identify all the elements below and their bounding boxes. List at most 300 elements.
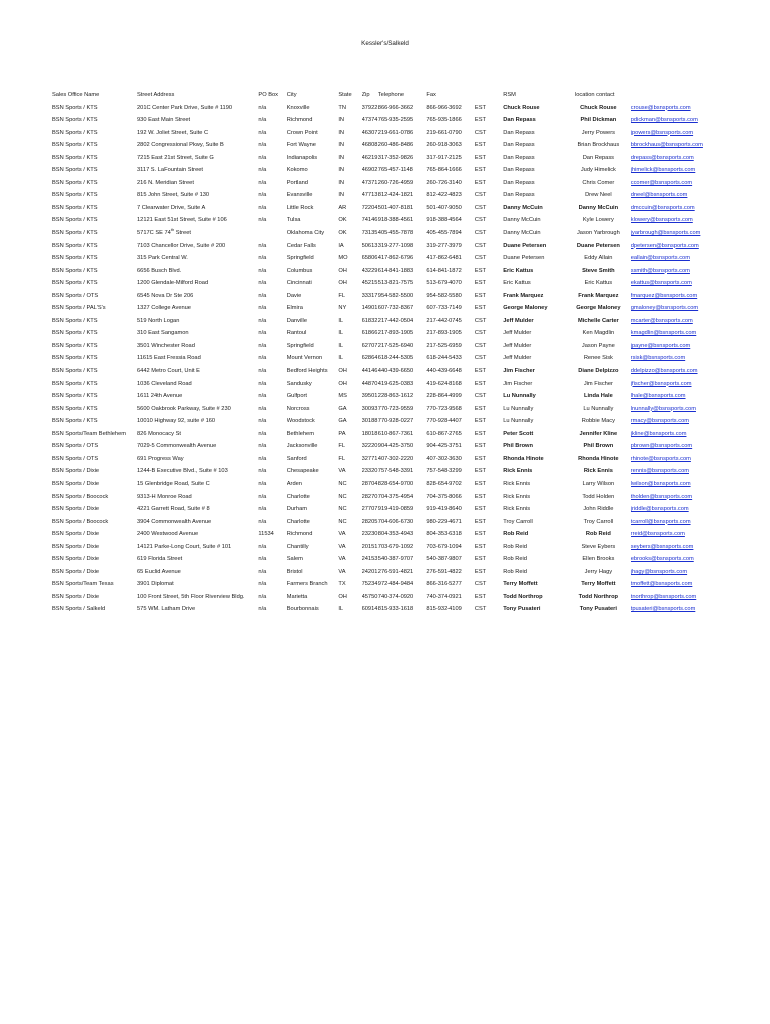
- cell-location-contact: Jason Payne: [581, 342, 615, 349]
- cell-location-contact: Chris Comer: [582, 179, 615, 186]
- cell-po-box: n/a: [258, 393, 267, 400]
- cell-location-contact: Jennifer Kline: [579, 430, 618, 437]
- cell-po-box: n/a: [258, 192, 267, 199]
- cell-office: BSN Sports / Dixie: [52, 556, 100, 563]
- table-row: [52, 189, 732, 202]
- cell-city: Norcross: [286, 405, 310, 412]
- email-link[interactable]: jfischer@bsnsports.com: [630, 380, 692, 387]
- cell-telephone: 440-439-6650: [377, 368, 414, 375]
- email-link[interactable]: eallain@bsnsports.com: [630, 255, 690, 262]
- cell-state: IL: [338, 330, 344, 337]
- cell-city: Cedar Falls: [286, 242, 316, 249]
- cell-fax: 812-422-4823: [426, 192, 462, 199]
- cell-email: [631, 390, 732, 403]
- cell-office: BSN Sports / KTS: [52, 242, 98, 249]
- cell-office: BSN Sports / KTS: [52, 104, 98, 111]
- table-row: [52, 290, 732, 303]
- cell-street: 691 Progress Way: [137, 455, 184, 462]
- email-link[interactable]: lwilson@bsnsports.com: [630, 480, 691, 487]
- cell-street: 12121 East 51st Street, Suite # 106: [137, 217, 227, 224]
- cell-zip: 45750: [361, 593, 378, 600]
- email-link[interactable]: jhagy@bsnsports.com: [630, 568, 688, 575]
- cell-email: [631, 415, 732, 428]
- table-row: [52, 252, 732, 265]
- cell-fax: 610-867-2765: [426, 430, 462, 437]
- email-link[interactable]: jpayne@bsnsports.com: [630, 342, 691, 349]
- cell-city: Chantilly: [286, 543, 309, 550]
- header-zip: Zip: [361, 92, 370, 98]
- cell-zip: 43229: [361, 267, 378, 274]
- cell-location-contact: Frank Marquez: [578, 292, 619, 299]
- cell-city: Tulsa: [286, 217, 301, 224]
- cell-telephone: 260-726-4959: [377, 179, 414, 186]
- email-link[interactable]: lhale@bsnsports.com: [630, 393, 686, 400]
- cell-telephone: 812-424-1821: [377, 192, 414, 199]
- cell-zip: 45215: [361, 280, 378, 287]
- email-link[interactable]: dmccuin@bsnsports.com: [630, 204, 695, 211]
- cell-office: BSN Sports / KTS: [52, 330, 98, 337]
- email-link[interactable]: rreid@bsnsports.com: [630, 531, 685, 538]
- cell-city: Danville: [286, 317, 307, 324]
- cell-street: 7103 Chancellor Drive, Suite # 200: [137, 242, 226, 249]
- cell-city: Bristol: [286, 568, 303, 575]
- table-row: [52, 603, 732, 616]
- cell-zip: 62864: [361, 355, 378, 362]
- cell-zip: 73135: [361, 230, 378, 237]
- cell-po-box: n/a: [258, 255, 267, 262]
- email-link[interactable]: rhinote@bsnsports.com: [630, 455, 691, 462]
- cell-location-contact: Tony Pusateri: [579, 606, 617, 613]
- cell-city: Gulfport: [286, 393, 307, 400]
- cell-state: OH: [338, 280, 347, 287]
- table-row: [52, 566, 732, 579]
- cell-zip: 75234: [361, 581, 378, 588]
- cell-fax: 228-864-4999: [426, 393, 462, 400]
- cell-city: Cincinnati: [286, 280, 312, 287]
- cell-office: BSN Sports / KTS: [52, 380, 98, 387]
- cell-fax: 904-425-3751: [426, 443, 462, 450]
- cell-street: 826 Monocacy St: [137, 430, 181, 437]
- header-location-contact: location contact: [574, 92, 615, 98]
- cell-location-contact: Phil Dickman: [580, 117, 617, 124]
- cell-fax: 407-302-3630: [426, 455, 462, 462]
- cell-street: 2802 Congressional Pkwy, Suite B: [137, 142, 224, 149]
- cell-timezone: EST: [474, 280, 486, 287]
- table-row: [52, 240, 732, 253]
- cell-location-contact: Brian Brockhaus: [577, 142, 620, 149]
- cell-street: 201C Center Park Drive, Suite # 1190: [137, 104, 233, 111]
- email-link[interactable]: rmacy@bsnsports.com: [630, 418, 689, 425]
- cell-rsm: Terry Moffett: [503, 581, 538, 588]
- email-link[interactable]: dpetersen@bsnsports.com: [630, 242, 699, 249]
- cell-zip: 46307: [361, 129, 378, 136]
- cell-rsm: Rick Ennis: [503, 480, 531, 487]
- cell-zip: 60914: [361, 606, 378, 613]
- cell-telephone: 704-375-4954: [377, 493, 414, 500]
- cell-po-box: n/a: [258, 506, 267, 513]
- cell-telephone: 904-425-3750: [377, 443, 414, 450]
- cell-location-contact: Jerry Powers: [581, 129, 615, 136]
- cell-po-box: n/a: [258, 443, 267, 450]
- cell-street: 1244-B Executive Blvd., Suite # 103: [137, 468, 228, 475]
- cell-location-contact: Duane Petersen: [576, 242, 620, 249]
- cell-street: 1036 Cleveland Road: [137, 380, 192, 387]
- email-link[interactable]: tcarroll@bsnsports.com: [630, 518, 691, 525]
- cell-office: BSN Sports / KTS: [52, 280, 98, 287]
- cell-zip: 47374: [361, 117, 378, 124]
- cell-street: 65 Euclid Avenue: [137, 568, 181, 575]
- cell-email: [631, 403, 732, 416]
- cell-city: Richmond: [286, 531, 313, 538]
- cell-po-box: n/a: [258, 355, 267, 362]
- cell-location-contact: Eddy Allain: [584, 255, 613, 262]
- email-link[interactable]: kmagdlin@bsnsports.com: [630, 330, 697, 337]
- cell-location-contact: Drew Neel: [585, 192, 612, 199]
- street-text-tail: Street: [174, 230, 191, 237]
- cell-rsm: Rhonda Hinote: [503, 455, 544, 462]
- cell-office: BSN Sports / Dixie: [52, 593, 100, 600]
- cell-location-contact: Ellen Brooks: [582, 556, 615, 563]
- cell-location-contact: Michelle Carter: [577, 317, 619, 324]
- cell-rsm: George Maloney: [503, 305, 548, 312]
- email-link[interactable]: jriddle@bsnsports.com: [630, 506, 689, 513]
- email-link[interactable]: pbrown@bsnsports.com: [630, 443, 693, 450]
- email-link[interactable]: mcarter@bsnsports.com: [630, 317, 693, 324]
- email-link[interactable]: fmarquez@bsnsports.com: [630, 292, 698, 299]
- cell-state: FL: [338, 443, 345, 450]
- cell-email: [631, 189, 732, 202]
- cell-email: [631, 277, 732, 290]
- cell-location-contact: Jim Fischer: [583, 380, 613, 387]
- table-header-row: [52, 89, 732, 102]
- cell-email: [631, 516, 732, 529]
- cell-timezone: EST: [474, 292, 486, 299]
- cell-email: [631, 102, 732, 115]
- cell-office: BSN Sports / KTS: [52, 117, 98, 124]
- cell-fax: 540-387-9807: [426, 556, 462, 563]
- email-link[interactable]: rennis@bsnsports.com: [630, 468, 689, 475]
- cell-state: VA: [338, 531, 346, 538]
- header-email: [631, 89, 732, 102]
- cell-city: Bethlehem: [286, 430, 314, 437]
- cell-telephone: 319-277-1098: [377, 242, 414, 249]
- cell-state: IN: [338, 167, 345, 174]
- cell-telephone: 540-387-9707: [377, 556, 414, 563]
- cell-state: TN: [338, 104, 346, 111]
- cell-fax: 217-442-0745: [426, 317, 462, 324]
- cell-timezone: CST: [474, 192, 487, 199]
- email-link[interactable]: crouse@bsnsports.com: [630, 104, 691, 111]
- email-link[interactable]: lnunnally@bsnsports.com: [630, 405, 696, 412]
- cell-timezone: EST: [474, 506, 486, 513]
- cell-fax: 219-661-0790: [426, 129, 462, 136]
- cell-po-box: n/a: [258, 368, 267, 375]
- cell-timezone: EST: [474, 104, 486, 111]
- cell-rsm: Dan Repass: [503, 167, 535, 174]
- table-row: [52, 327, 732, 340]
- cell-city: Kokomo: [286, 167, 308, 174]
- table-row: [52, 139, 732, 152]
- cell-email: [631, 152, 732, 165]
- cell-zip: 23230: [361, 531, 378, 538]
- cell-rsm: Todd Northrop: [503, 593, 543, 600]
- cell-po-box: [258, 227, 286, 240]
- cell-street: 575 WM. Latham Drive: [137, 606, 196, 613]
- cell-email: [631, 541, 732, 554]
- cell-street: 315 Park Central W.: [137, 255, 188, 262]
- email-link[interactable]: seybers@bsnsports.com: [630, 543, 694, 550]
- cell-timezone: EST: [474, 480, 486, 487]
- cell-fax: 770-928-4407: [426, 418, 462, 425]
- cell-timezone: CST: [474, 204, 487, 211]
- cell-street: 3117 S. LaFountain Street: [137, 167, 203, 174]
- email-link[interactable]: tmoffett@bsnsports.com: [630, 581, 693, 588]
- cell-timezone: EST: [474, 593, 486, 600]
- cell-rsm: Jeff Mulder: [503, 317, 534, 324]
- table-row: [52, 503, 732, 516]
- cell-office: BSN Sports / OTS: [52, 455, 99, 462]
- cell-telephone: 260-486-8486: [377, 142, 414, 149]
- cell-office: BSN Sports / KTS: [52, 217, 98, 224]
- email-link[interactable]: drepass@bsnsports.com: [630, 154, 694, 161]
- cell-zip: 33317: [361, 292, 378, 299]
- cell-email: [631, 440, 732, 453]
- cell-street: 2400 Westwood Avenue: [137, 531, 199, 538]
- cell-timezone: EST: [474, 518, 486, 525]
- cell-telephone: 804-353-4943: [377, 531, 414, 538]
- street-ordinal-suffix: th: [170, 227, 175, 233]
- cell-city: Knoxville: [286, 104, 310, 111]
- cell-office: BSN Sports/Team Texas: [52, 581, 114, 588]
- email-link[interactable]: dneel@bsnsports.com: [630, 192, 688, 199]
- email-link[interactable]: jyarbrough@bsnsports.com: [630, 230, 701, 237]
- cell-state: NC: [338, 518, 347, 525]
- cell-telephone: 419-625-0383: [377, 380, 414, 387]
- header-rsm: RSM: [503, 92, 516, 98]
- cell-po-box: n/a: [258, 129, 267, 136]
- cell-fax: 765-935-1866: [426, 117, 462, 124]
- cell-po-box: n/a: [258, 480, 267, 487]
- table-row: [52, 591, 732, 604]
- header-telephone: Telephone: [377, 92, 405, 98]
- cell-email: [631, 340, 732, 353]
- cell-state: IL: [338, 606, 344, 613]
- cell-email: [631, 302, 732, 315]
- cell-street: 6442 Metro Court, Unit E: [137, 368, 200, 375]
- cell-city: Marietta: [286, 593, 308, 600]
- email-link[interactable]: tholden@bsnsports.com: [630, 493, 693, 500]
- cell-street: 3901 Diplomat: [137, 581, 174, 588]
- cell-state: PA: [338, 430, 346, 437]
- table-row: [52, 440, 732, 453]
- cell-telephone: 918-388-4561: [377, 217, 414, 224]
- cell-rsm: Jeff Mulder: [503, 355, 532, 362]
- header-timezone: [475, 89, 503, 102]
- cell-state: IN: [338, 154, 345, 161]
- cell-email: [631, 578, 732, 591]
- cell-office: BSN Sports / KTS: [52, 230, 98, 237]
- email-link[interactable]: jkline@bsnsports.com: [630, 430, 687, 437]
- email-link[interactable]: tpusateri@bsnsports.com: [630, 606, 696, 613]
- cell-fax: 513-679-4070: [426, 280, 462, 287]
- cell-location-contact: Kyle Lowery: [582, 217, 614, 224]
- cell-po-box: 11534: [258, 531, 274, 538]
- cell-city: Portland: [286, 179, 308, 186]
- cell-po-box: n/a: [258, 568, 267, 575]
- cell-office: BSN Sports / KTS: [52, 317, 98, 324]
- cell-po-box: n/a: [258, 330, 267, 337]
- cell-city: Crown Point: [286, 129, 318, 136]
- table-row: [52, 403, 732, 416]
- cell-timezone: EST: [474, 267, 486, 274]
- cell-fax: 703-679-1094: [426, 543, 462, 550]
- cell-telephone: 228-863-1612: [377, 393, 414, 400]
- cell-email: [631, 566, 732, 579]
- cell-street: 6545 Nova Dr Ste 206: [137, 292, 194, 299]
- cell-zip: 24153: [361, 556, 378, 563]
- table-row: [52, 553, 732, 566]
- cell-zip: 27707: [361, 506, 378, 513]
- table-row: [52, 152, 732, 165]
- cell-state: VA: [338, 556, 346, 563]
- cell-po-box: n/a: [258, 468, 267, 475]
- cell-rsm: Rick Ennis: [503, 468, 533, 475]
- cell-telephone: 770-723-9559: [377, 405, 414, 412]
- cell-po-box: n/a: [258, 455, 267, 462]
- cell-email: [631, 265, 732, 278]
- email-link[interactable]: ddelpizzo@bsnsports.com: [630, 368, 698, 375]
- cell-rsm: Eric Kattus: [503, 267, 534, 274]
- email-link[interactable]: ebrooks@bsnsports.com: [630, 556, 694, 563]
- email-link[interactable]: jhimelick@bsnsports.com: [630, 167, 696, 174]
- header-city: City: [286, 92, 297, 98]
- cell-rsm: Rick Ennis: [503, 506, 531, 513]
- cell-rsm: Lu Nunnally: [503, 418, 534, 425]
- cell-zip: 18018: [361, 430, 378, 437]
- cell-fax: 276-591-4822: [426, 568, 462, 575]
- cell-office: BSN Sports / KTS: [52, 405, 98, 412]
- cell-state: GA: [338, 405, 347, 412]
- cell-state: IN: [338, 142, 345, 149]
- cell-email: [631, 378, 732, 391]
- cell-fax: 319-277-3979: [426, 242, 462, 249]
- cell-office: BSN Sports / Boocock: [52, 493, 109, 500]
- cell-zip: 44146: [361, 368, 378, 375]
- cell-rsm: Dan Repass: [503, 142, 535, 149]
- cell-office: BSN Sports / Dixie: [52, 543, 100, 550]
- cell-telephone: 765-457-1148: [377, 167, 413, 174]
- cell-fax: 866-316-5277: [426, 581, 462, 588]
- cell-timezone: EST: [474, 154, 486, 161]
- email-link[interactable]: klowery@bsnsports.com: [630, 217, 693, 224]
- cell-rsm: Eric Kattus: [503, 280, 531, 287]
- email-link[interactable]: ssmith@bsnsports.com: [630, 267, 690, 274]
- cell-email: [631, 315, 732, 328]
- table-row: [52, 415, 732, 428]
- cell-po-box: n/a: [258, 556, 267, 563]
- cell-street: 1200 Glendale-Milford Road: [137, 280, 209, 287]
- table-row: [52, 478, 732, 491]
- cell-city: Jacksonville: [286, 443, 318, 450]
- cell-city: Springfield: [286, 342, 314, 349]
- email-link[interactable]: pdickman@bsnsports.com: [630, 117, 698, 124]
- email-link[interactable]: bbrockhaus@bsnsports.com: [630, 142, 703, 149]
- email-link[interactable]: ekattus@bsnsports.com: [630, 280, 692, 287]
- cell-zip: 47371: [361, 179, 378, 186]
- cell-telephone: 866-966-3662: [377, 104, 414, 111]
- cell-location-contact: Robbie Macy: [581, 418, 615, 425]
- cell-po-box: n/a: [258, 104, 267, 111]
- cell-zip: 30093: [361, 405, 378, 412]
- cell-location-contact: Renee Sisk: [583, 355, 613, 362]
- cell-state: NC: [338, 493, 347, 500]
- cell-telephone: 704-606-6730: [377, 518, 414, 525]
- cell-street: 1327 College Avenue: [137, 305, 191, 312]
- cell-office: BSN Sports / KTS: [52, 355, 98, 362]
- cell-timezone: EST: [474, 405, 486, 412]
- cell-zip: 14901: [361, 305, 378, 312]
- cell-telephone: 513-821-7575: [377, 280, 414, 287]
- cell-telephone: 405-455-7878: [377, 230, 414, 237]
- cell-po-box: n/a: [258, 217, 267, 224]
- cell-location-contact: Terry Moffett: [581, 581, 616, 588]
- cell-state: IL: [338, 355, 344, 362]
- cell-office: BSN Sports / KTS: [52, 129, 98, 136]
- cell-location-contact: Linda Hale: [583, 393, 613, 400]
- cell-location-contact: Judy Himelick: [580, 167, 616, 174]
- cell-po-box: n/a: [258, 380, 267, 387]
- cell-telephone: 765-935-2595: [377, 117, 414, 124]
- email-link[interactable]: jpowers@bsnsports.com: [630, 129, 694, 136]
- cell-fax: 828-654-9702: [426, 480, 462, 487]
- cell-office: BSN Sports / Boocock: [52, 518, 109, 525]
- cell-location-contact: Lu Nunnally: [583, 405, 614, 412]
- cell-rsm: Duane Petersen: [503, 255, 545, 262]
- cell-street: [137, 227, 258, 240]
- cell-telephone: 757-548-3391: [377, 468, 414, 475]
- cell-city: Evansville: [286, 192, 313, 199]
- email-link[interactable]: rsisk@bsnsports.com: [630, 355, 686, 362]
- cell-po-box: n/a: [258, 292, 267, 299]
- table-row: [52, 365, 732, 378]
- cell-state: OH: [338, 267, 347, 274]
- cell-fax: 607-733-7149: [426, 305, 462, 312]
- cell-timezone: EST: [474, 368, 486, 375]
- cell-zip: 23320: [361, 468, 378, 475]
- table-row: [52, 390, 732, 403]
- cell-fax: 704-375-8066: [426, 493, 462, 500]
- email-link[interactable]: tnorthrop@bsnsports.com: [630, 593, 697, 600]
- cell-telephone: 407-302-2220: [377, 455, 414, 462]
- email-link[interactable]: ccomer@bsnsports.com: [630, 179, 693, 186]
- email-link[interactable]: gmaloney@bsnsports.com: [630, 305, 699, 312]
- cell-telephone: 618-244-5305: [377, 355, 414, 362]
- cell-fax: 740-374-0921: [426, 593, 462, 600]
- cell-street: 192 W. Joliet Street, Suite C: [137, 129, 209, 136]
- cell-telephone: 815-933-1618: [377, 606, 414, 613]
- cell-telephone: 770-928-0227: [377, 418, 414, 425]
- cell-telephone: 607-732-8367: [377, 305, 414, 312]
- cell-zip: 47713: [361, 192, 378, 199]
- cell-location-contact: Phil Brown: [583, 443, 614, 450]
- cell-state: IN: [338, 129, 345, 136]
- sales-office-table: [52, 89, 732, 616]
- cell-location-contact: Larry Wilson: [582, 480, 615, 487]
- cell-telephone: 610-867-7361: [377, 430, 414, 437]
- cell-state: OK: [338, 230, 347, 237]
- cell-email: [631, 465, 732, 478]
- cell-rsm: Danny McCuin: [503, 230, 541, 237]
